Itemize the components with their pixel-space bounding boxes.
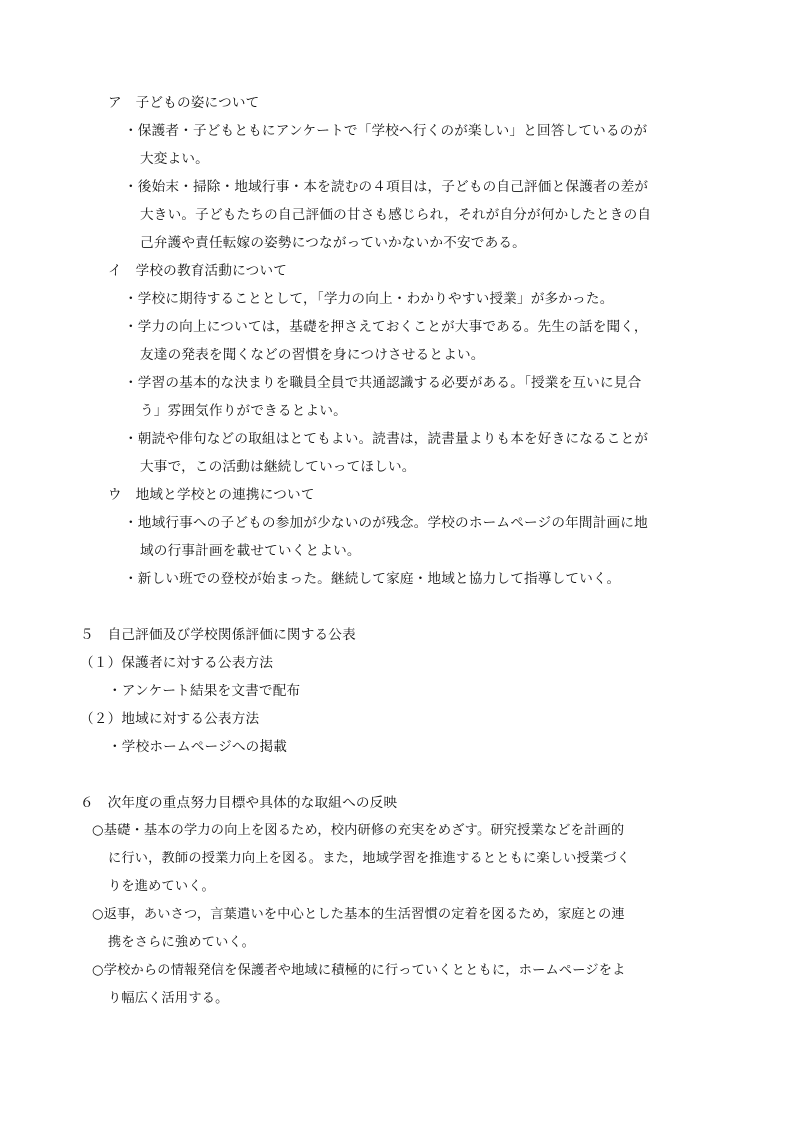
bullet-a2-line1: ・後始末・掃除・地域行事・本を読むの４項目は，子どもの自己評価と保護者の差が [124, 179, 649, 195]
bullet-i1-line1: ・学校に期待することとして，「学力の向上・わかりやすい授業」が多かった。 [124, 291, 614, 307]
section-6-item2-line1: ○返事，あいさつ，言葉遣いを中心とした基本的生活習慣の定着を図るため，家庭との連 [92, 907, 625, 922]
bullet-u2-line1: ・新しい班での登校が始まった。継続して家庭・地域と協力して指導していく。 [124, 571, 621, 587]
bullet-a1-line2: 大変よい。 [140, 151, 209, 167]
section-6-item1-line3: りを進めていく。 [108, 879, 215, 894]
section-6-item1-line2: に行い，教師の授業力向上を図る。また，地域学習を推進するとともに楽しい授業づく [108, 851, 631, 866]
bullet-i4-line2: 大事で，この活動は継続していってほしい。 [140, 459, 416, 475]
bullet-i2-line1: ・学力の向上については，基礎を押さえておくことが大事である。先生の話を聞く， [124, 319, 648, 335]
section-5-item2-detail: ・学校ホームページへの掲載 [108, 739, 288, 755]
section-5-heading: ５ 自己評価及び学校関係評価に関する公表 [80, 627, 356, 643]
bullet-a2-line3: 己弁護や責任転嫁の姿勢につながっていかないか不安である。 [140, 235, 526, 251]
section-6-item2-line2: 携をさらに強めていく。 [108, 935, 255, 950]
section-6-item3-line2: り幅広く活用する。 [108, 991, 229, 1006]
subheading-a: ア 子どもの姿について [108, 95, 260, 111]
bullet-i3-line1: ・学習の基本的な決まりを職員全員で共通認識する必要がある。「授業を互いに見合 [124, 375, 642, 391]
section-6-heading: ６ 次年度の重点努力目標や具体的な取組への反映 [80, 795, 398, 811]
bullet-a2-line2: 大きい。子どもたちの自己評価の甘さも感じられ，それが自分が何かしたときの自 [140, 207, 652, 223]
bullet-u1-line1: ・地域行事への子どもの参加が少ないのが残念。学校のホームページの年間計画に地 [124, 515, 648, 531]
section-5-item1-label: （１）保護者に対する公表方法 [80, 655, 274, 671]
section-5-item1-detail: ・アンケート結果を文書で配布 [108, 683, 301, 699]
bullet-i4-line1: ・朝読や俳句などの取組はとてもよい。読書は，読書量よりも本を好きになることが [124, 431, 649, 447]
section-6-item3-line1: ○学校からの情報発信を保護者や地域に積極的に行っていくとともに，ホームページをよ [92, 963, 626, 978]
section-6-item1-line1: ○基礎・基本の学力の向上を図るため，校内研修の充実をめざす。研究授業などを計画的 [92, 823, 625, 838]
subheading-i: イ 学校の教育活動について [108, 263, 288, 279]
bullet-a1-line1: ・保護者・子どもともにアンケートで「学校へ行くのが楽しい」と回答しているのが [124, 123, 648, 139]
bullet-u1-line2: 域の行事計画を載せていくとよい。 [140, 543, 361, 559]
bullet-i3-line2: う」雰囲気作りができるとよい。 [140, 403, 347, 419]
bullet-i2-line2: 友達の発表を聞くなどの習慣を身につけさせるとよい。 [140, 347, 485, 363]
section-5-item2-label: （２）地域に対する公表方法 [80, 711, 260, 727]
subheading-u: ウ 地域と学校との連携について [108, 487, 315, 503]
